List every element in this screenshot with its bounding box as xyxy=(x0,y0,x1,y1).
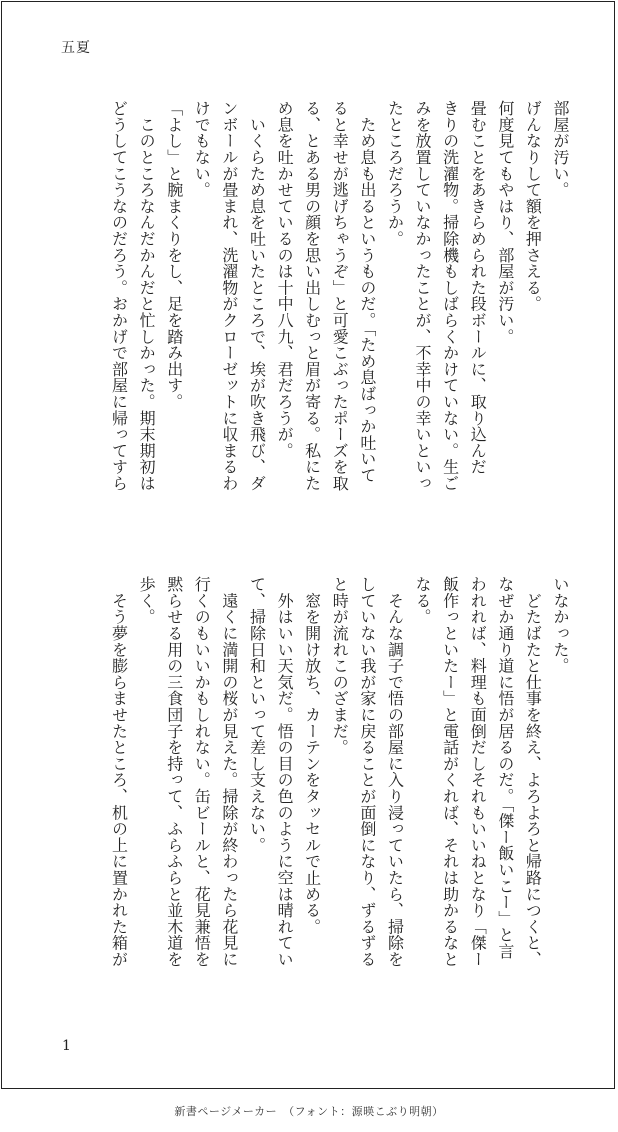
text-line: め息を吐かせているのは十中八九、君だろうが。 xyxy=(275,100,295,459)
text-line: 飯作っといたー」と電話がくれば、それは助かるなと xyxy=(440,576,460,968)
text-line: と時が流れこのざまだ。 xyxy=(330,576,350,756)
text-block-upper xyxy=(34,100,574,530)
text-line: きりの洗濯物。掃除機もしばらくかけていない。生ご xyxy=(440,100,460,492)
text-line: このところなんだかんだと忙しかった。期末期初は xyxy=(137,100,157,492)
text-line: ため息も出るというものだ。「ため息ばっか吐いて xyxy=(357,100,377,484)
text-line: そんな調子で悟の部屋に入り浸っていたら、掃除を xyxy=(385,576,405,968)
text-line: 歩く。 xyxy=(137,576,157,625)
text-line: たところだろうか。 xyxy=(385,100,405,247)
book-page xyxy=(1,1,615,1089)
text-line: していない我が家に戻ることが面倒になり、ずるずる xyxy=(357,576,377,968)
text-line: なる。 xyxy=(413,576,433,625)
text-line: 黙らせる用の三食団子を持って、ふらふらと並木道を xyxy=(164,576,184,968)
footer-credit: 新書ページメーカー （フォント：源暎こぶり明朝） xyxy=(174,1105,444,1118)
text-line: そう夢を膨らませたところ、机の上に置かれた箱が xyxy=(109,576,129,968)
text-line: 部屋が汚い。 xyxy=(551,100,570,198)
text-line: ると幸せが逃げちゃうぞ」と可愛こぶったポーズを取 xyxy=(330,100,350,492)
text-line: る、とある男の顔を思い出しむっと眉が寄る。私にた xyxy=(302,100,322,492)
text-line: けでもない。 xyxy=(192,100,212,198)
text-line: 窓を開け放ち、カーテンをタッセルで止める。 xyxy=(302,576,322,935)
text-line: いなかった。 xyxy=(551,576,570,674)
text-line: げんなりして額を押さえる。 xyxy=(523,100,543,312)
text-block-lower xyxy=(34,576,574,1006)
text-line: 何度見てもやはり、部屋が汚い。 xyxy=(495,100,515,345)
text-line: どたばたと仕事を終え、よろよろと帰路につくと、 xyxy=(523,576,543,968)
text-line: ンボールが畳まれ、洗濯物がクローゼットに収まるわ xyxy=(219,100,239,492)
text-line: どうしてこうなのだろう。おかげで部屋に帰ってすら xyxy=(109,100,129,492)
text-line: みを放置していなかったことが、不幸中の幸いといっ xyxy=(413,100,433,492)
text-line: 畳むことをあきらめられた段ボールに、取り込んだ xyxy=(468,100,488,475)
text-line: 行くのもいいかもしれない。缶ビールと、花見兼悟を xyxy=(192,576,212,968)
text-line: いくらため息を吐いたところで、埃が吹き飛び、ダ xyxy=(247,100,267,492)
page-header-title: 五夏 xyxy=(61,40,91,56)
text-line: 外はいい天気だ。悟の目の色のように空は晴れてい xyxy=(275,576,295,968)
text-line: て、掃除日和といって差し支えない。 xyxy=(247,576,267,854)
text-line: 遠くに満開の桜が見えた。掃除が終わったら花見に xyxy=(219,576,239,968)
text-line: なぜか通り道に悟が居るのだ。「傑ー飯いこー」と言 xyxy=(495,576,515,960)
page-number: 1 xyxy=(62,1038,71,1054)
text-line: われれば、料理も面倒だしそれもいいねとなり「傑ー xyxy=(468,576,488,968)
text-line: 「よし」と腕まくりをし、足を踏み出す。 xyxy=(164,100,184,410)
